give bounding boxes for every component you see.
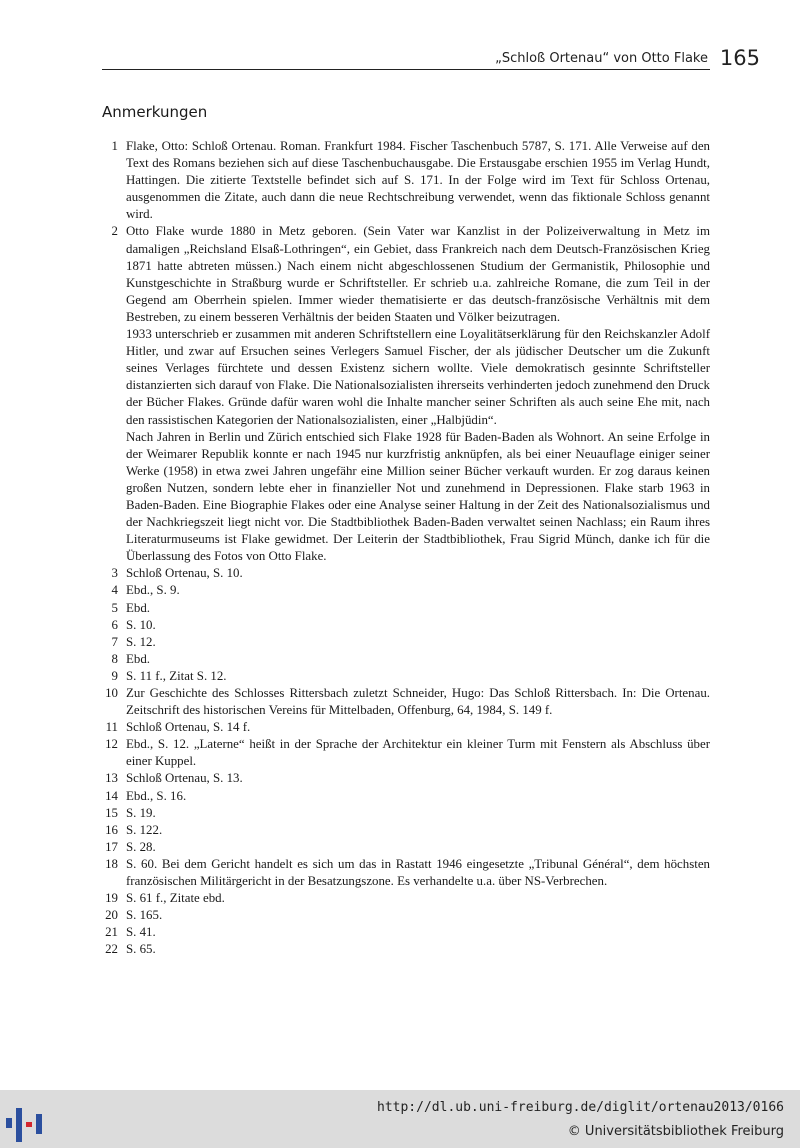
endnote-paragraph: Zur Geschichte des Schlosses Rittersbach zuletzt Schneider, Hugo: Das Schloß Rittersbach. In: Die Ortenau. Zeitschrift des historischen Vereins für Mittelbaden, Offenburg, 64, 1984, S. 149 f. (126, 686, 710, 718)
endnote-text (126, 582, 710, 599)
endnote-paragraph: S. 12. (126, 634, 156, 649)
endnote-text (126, 839, 710, 856)
endnote-item (100, 890, 710, 907)
section-heading: Anmerkungen (102, 103, 208, 121)
endnote-paragraph: Ebd. (126, 651, 150, 666)
endnote-text (126, 924, 710, 941)
header-rule (102, 69, 710, 70)
endnote-item (100, 770, 710, 787)
endnote-number: 17 (105, 839, 118, 854)
endnote-item (100, 736, 710, 770)
endnote-text (126, 617, 710, 634)
endnote-number: 16 (105, 822, 118, 837)
endnote-paragraph: 1933 unterschrieb er zusammen mit anderen Schriftstellern eine Loyalitätserklärung für den Reichskanzler Adolf Hitler, und zwar auf Ersuchen seines Verlegers Samuel Fischer, der als jüdischer Deutscher um die Zukunft seines Verlages fürchtete und dessen Existenz sichern wollte. Viele demokratisch gesinnte Schriftsteller distanzierten sich darauf von Flake. Die Nationalsozialisten ihrerseits verhinderten jedoch zunehmend den Druck der Bücher Flakes. Gründe dafür waren wohl die Inhalte mancher seiner Schriften als auch seine Ehe mit, nach den rassistischen Kategorien der Nationalsozialisten, einer „Halbjüdin“. (126, 327, 710, 427)
endnote-number: 9 (111, 668, 118, 683)
endnote-text (126, 822, 710, 839)
endnote-item (100, 634, 710, 651)
endnote-item (100, 565, 710, 582)
endnote-paragraph: S. 41. (126, 925, 156, 940)
endnote-paragraph: S. 65. (126, 942, 156, 957)
endnote-item (100, 651, 710, 668)
endnote-text (126, 770, 710, 787)
endnote-item (100, 719, 710, 736)
endnote-number: 22 (105, 942, 118, 957)
endnote-number: 11 (105, 720, 118, 735)
endnote-paragraph: Nach Jahren in Berlin und Zürich entschied sich Flake 1928 für Baden-Baden als Wohnort. An seine Erfolge in der Weimarer Republik konnte er nach 1945 nur kurzfristig anknüpfen, als bei einer Neuauflage einiger seiner Werke (1958) in etwa zwei Jahren ungefähr eine Million seiner Bücher verkauft wurden. Er zog daraus keinen großen Nutzen, sondern lebte eher in finanzieller Not und zunehmend in Depressionen. Flake starb 1963 in Baden-Baden. Eine Biographie Flakes oder eine Analyse seiner Haltung in der Zeit des Nationalsozialismus und der Nachkriegszeit liegt nicht vor. Die Stadtbibliothek Baden-Baden verwaltet seinen Nachlass; ein Raum ihres Literaturmuseums ist Flake gewidmet. Der Leiterin der Stadtbibliothek, Frau Sigrid Münch, danke ich für die Überlassung des Fotos von Otto Flake. (126, 429, 710, 564)
endnote-text (126, 907, 710, 924)
endnote-item (100, 668, 710, 685)
endnote-paragraph: Flake, Otto: Schloß Ortenau. Roman. Frankfurt 1984. Fischer Taschenbuch 5787, S. 171. Alle Verweise auf den Text des Romans beziehen sich auf diese Taschenbuchausgabe. Die Erstausgabe erschien 1955 im Verlag Hundt, Hattingen. Die zitierte Textstelle befindet sich auf S. 171. In der Folge wird im Text für Schloss Ortenau, ausgenommen die Zitate, auch dann die neue Rechtschreibung verwendet, wenn das fiktionale Schloss genannt wird. (126, 139, 710, 222)
endnote-paragraph: Schloß Ortenau, S. 14 f. (126, 720, 251, 735)
endnotes-list (100, 138, 710, 959)
endnote-paragraph: Ebd., S. 9. (126, 583, 180, 598)
endnote-number: 1 (111, 139, 118, 153)
endnote-paragraph: Ebd., S. 12. „Laterne“ heißt in der Sprache der Architektur ein kleiner Turm mit Fenstern als Abschluss über einer Kuppel. (126, 737, 710, 769)
endnote-paragraph: S. 122. (126, 822, 163, 837)
endnote-number: 14 (105, 788, 118, 803)
endnote-item (100, 685, 710, 719)
endnote-number: 15 (105, 805, 118, 820)
endnote-number: 4 (111, 583, 118, 598)
endnote-text (126, 890, 710, 907)
endnote-paragraph: S. 10. (126, 617, 156, 632)
endnote-paragraph: S. 28. (126, 839, 156, 854)
endnote-item (100, 924, 710, 941)
endnote-number: 6 (111, 617, 118, 632)
endnote-paragraph: Otto Flake wurde 1880 in Metz geboren. (Sein Vater war Kanzlist in der Polizeiverwaltung in Metz im damaligen „Reichsland Elsaß-Lothringen“, ein Gebiet, dass Frankreich nach dem Deutsch-Französischen Krieg 1871 hatte abtreten müssen.) Nach einem nicht abgeschlossenen Studium der Germanistik, Philosophie und Kunstgeschichte in Straßburg wurde er Schriftsteller. Er schrieb u.a. zahlreiche Romane, die zum Teil in der Gegend am Oberrhein spielen. Immer wieder thematisierte er das deutsch-französische Verhältnis mit dem Bestreben, zu einem besseren Verhältnis der beiden Staaten und Völker beizutragen. (126, 224, 710, 324)
endnote-text (126, 788, 710, 805)
endnote-number: 12 (105, 737, 118, 752)
endnote-paragraph: Schloß Ortenau, S. 10. (126, 566, 243, 581)
endnote-paragraph: Schloß Ortenau, S. 13. (126, 771, 243, 786)
endnote-paragraph: S. 60. Bei dem Gericht handelt es sich um das in Rastatt 1946 eingesetzte „Tribunal Général“, dem höchsten französischen Militärgericht in der Besatzungszone. Es verhandelte u.a. über NS-Verbrechen. (126, 856, 710, 889)
endnote-number: 8 (111, 651, 118, 666)
endnote-item (100, 223, 710, 565)
footer-bar (0, 1090, 800, 1148)
endnote-text (126, 223, 710, 565)
page-number: 165 (719, 46, 760, 70)
endnote-item (100, 788, 710, 805)
running-title: „Schloß Ortenau“ von Otto Flake (495, 51, 708, 66)
endnote-number: 5 (111, 600, 118, 615)
endnote-number: 2 (111, 224, 118, 239)
endnote-paragraph: S. 61 f., Zitate ebd. (126, 891, 225, 906)
endnote-paragraph: Ebd., S. 16. (126, 788, 187, 803)
endnote-number: 13 (105, 771, 118, 786)
endnote-number: 3 (111, 566, 118, 581)
source-url[interactable]: http://dl.ub.uni-freiburg.de/diglit/ortenau2013/0166 (377, 1100, 784, 1115)
endnote-item (100, 805, 710, 822)
endnote-paragraph: S. 19. (126, 805, 156, 820)
endnote-paragraph: S. 11 f., Zitat S. 12. (126, 668, 227, 683)
endnote-text (126, 651, 710, 668)
endnote-item (100, 617, 710, 634)
endnote-item (100, 941, 710, 958)
endnote-item (100, 600, 710, 617)
endnote-text (126, 805, 710, 822)
ub-freiburg-logo-icon (0, 1102, 50, 1142)
endnote-paragraph: S. 165. (126, 908, 163, 923)
endnote-number: 21 (105, 925, 118, 940)
endnote-text (126, 719, 710, 736)
endnote-text (126, 856, 710, 890)
endnote-text (126, 685, 710, 719)
endnote-text (126, 941, 710, 958)
endnote-item (100, 839, 710, 856)
endnote-item (100, 856, 710, 890)
endnote-item (100, 907, 710, 924)
endnote-text (126, 668, 710, 685)
endnote-number: 18 (105, 856, 118, 871)
endnote-item (100, 822, 710, 839)
endnote-number: 7 (111, 634, 118, 649)
endnote-number: 10 (105, 686, 118, 700)
endnote-text (126, 565, 710, 582)
endnote-text (126, 138, 710, 223)
endnote-number: 20 (105, 908, 118, 923)
endnote-text (126, 736, 710, 770)
endnote-text (126, 634, 710, 651)
endnote-item (100, 138, 710, 223)
page-header (102, 46, 760, 72)
endnote-paragraph: Ebd. (126, 600, 150, 615)
copyright-notice: © Universitätsbibliothek Freiburg (567, 1124, 784, 1139)
endnote-text (126, 600, 710, 617)
endnote-item (100, 582, 710, 599)
endnote-number: 19 (105, 891, 118, 906)
